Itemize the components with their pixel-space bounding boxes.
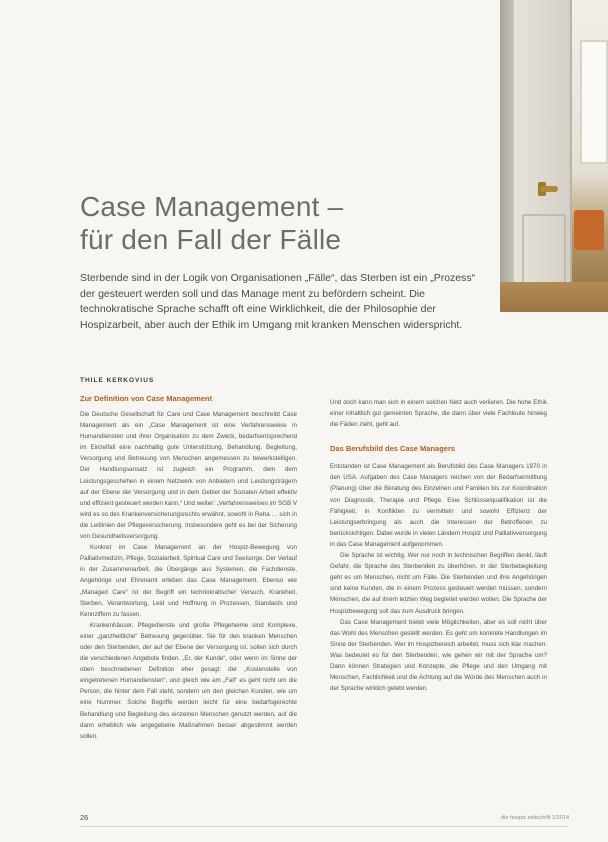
body-paragraph: Das Case Management bietet viele Möglichkeiten, aber es soll nicht über das Wohl des Menschen gestellt werden. Es geht um konkrete Handlungen im Sinne der Sterbenden. Wer im Hospizbereich arbeitet, muss sich klar machen: Was bedeutet es für den Sterbenden, wie gehen wir mit der Sprache um? Dann können Strategien und Konzepte, die Pflege und den Umgang mit Menschen, Fachlichkeit und die Achtung auf die Würde des Menschen auch in der Sprache wirklich gelebt werden.	[330, 618, 547, 693]
photo-door-jamb	[500, 0, 514, 312]
journal-name: die hospiz zeitschrift 1/2014	[501, 815, 569, 821]
body-paragraph: Die Deutsche Gesellschaft für Care und Case Management beschreibt Case Management als ein „Case Management ist eine Verfahrensweise in Humandiensten und ihrer Organisation zu dem Zweck, bedarfsentsprechend im Einzelfall eine nachhaltig gute Unterstützung, Behandlung, Begleitung, Versorgung und Betreuung von Menschen angemessen zu bewerkstelligen. Der Handlungsansatz ist zugleich ein Programm, dem dem Leistungsgeschehen in einem Netzwerk von Anbietern und Leistungsträgern auf der Ebene der Versorgung und in dem Gebiet der Sozialen Arbeit effektiv und effizient gesteuert werden kann.“ Und weiter: „Verfahrensweisen im SGB V wird es so des Krankenversicherungsrechts erwähnt, sowohl in Reha … sich in die Leitlinien der Pflegeversicherung. Insbesondere geht es bei der Sicherung von Gesundheitsversorgung.	[80, 411, 297, 541]
section-heading-career: Das Berufsbild des Case Managers	[330, 444, 456, 454]
body-paragraph: Konkret im Case Management an der Hospiz-Bewegung von Palliativmedizin, Pflege, Sozialarbeit, Spiritual Care und Seelsorge. Der Verlauf in der Zusammenarbeit, die Übergänge aus Systemen, die Fachdienste, Angehörige und Ehrenamt erleben das Case Management. Ebenso wie „Managed Care“ ist der Begriff ein technokratischer Versuch, Krankheit, Sterben, Verantwortung, Leid und Hoffnung in Prozessen, Standards und Kennziffern zu fassen.	[80, 544, 297, 618]
title-line-1: Case Management –	[80, 191, 344, 222]
section-heading-definition: Zur Definition von Case Management	[80, 394, 213, 403]
photo-window	[580, 40, 608, 164]
page-number: 26	[80, 813, 89, 822]
body-paragraph: Die Sprache ist wichtig. Wer nur noch in technischen Begriffen denkt, läuft Gefahr, die Sprache des Sterbenden zu überhören. In der Sterbebegleitung geht es um Menschen, nicht um Fälle. Die Sterbenden und ihre Angehörigen sind keine Kunden, die in einem Prozess gesteuert werden müssen, sondern Menschen, die auf ihrem letzten Weg begleitet werden wollen. Die Sprache der Hospizbewegung soll das zum Ausdruck bringen.	[330, 552, 547, 615]
photo-chair	[574, 210, 604, 250]
body-paragraph: Krankenhäuser, Pflegedienste und große Pflegeheime sind Komplexe, einer „ganzheitliche“ Betreuung gegenüber. Sie für den kranken Menschen oder den Sterbenden, der auf der Ebene der Versorgung ist, sollen sich durch die verschiedenen Angebote finden. „Er, der Kunde“, oder wenn im Sinne der oben beschriebenen Definition eher gesagt: der „Kostenstelle von eingetretenen Humandiensten“, und gleich wie am „Fall“ es geht nicht um die Person, die hinter dem Fall steht, sondern um den gleichen Kunden, wie um eine Nummer. Solche Begriffe werden leicht für eine bedarfsgerechte Behandlung und Begleitung des einzelnen Menschen genutzt werden, auf die dann erheblich wie angegebene Maßnahmen besser abgestimmt werden sollen.	[80, 621, 297, 740]
article-photo	[500, 0, 608, 312]
author-name: THILE KERKOVIUS	[80, 377, 155, 384]
photo-floor	[500, 282, 608, 312]
left-column	[80, 394, 297, 742]
body-paragraph: Entstanden ist Case Management als Berufsbild des Case Managers 1970 in den USA. Aufgaben des Case Managers reichen von der Bedarfsermittlung (Planung) über die Beratung des Einzelnen und Familien bis zur Koordination von Diagnostik, Therapie und Pflege. Eine Schlüsselqualifikation ist die Fähigkeit, in Konflikten zu vermitteln und sowohl Effizienz der Leistungserbringung als auch die Interessen der Betroffenen zu berücksichtigen. Dabei wurde in vielen Ländern Hospiz und Palliativversorgung in das Case Management aufgenommen.	[330, 463, 547, 548]
article-title	[80, 190, 343, 256]
title-line-2: für den Fall der Fälle	[80, 224, 342, 255]
lead-paragraph: Sterbende sind in der Logik von Organisationen „Fälle“, das Sterben ist ein „Prozess“ der gesteuert werden soll und das Manage ment zu befördern scheint. Die technokratische Sprache schafft oft eine Wirklichkeit, die der Philosophie der Hospizarbeit, aber auch der Ethik im Umgang mit kranken Menschen widerspricht.	[80, 272, 476, 331]
footer-divider	[80, 826, 568, 827]
door-handle	[540, 186, 558, 192]
body-paragraph: Und doch kann man sich in einem solchen Netz auch verlieren. Die hohe Ethik einer inhaltlich gut gemeinten Sprache, die dann über viele Fachleute hinweg die Fäden zieht, geht auf.	[330, 399, 547, 429]
right-column	[330, 397, 547, 694]
